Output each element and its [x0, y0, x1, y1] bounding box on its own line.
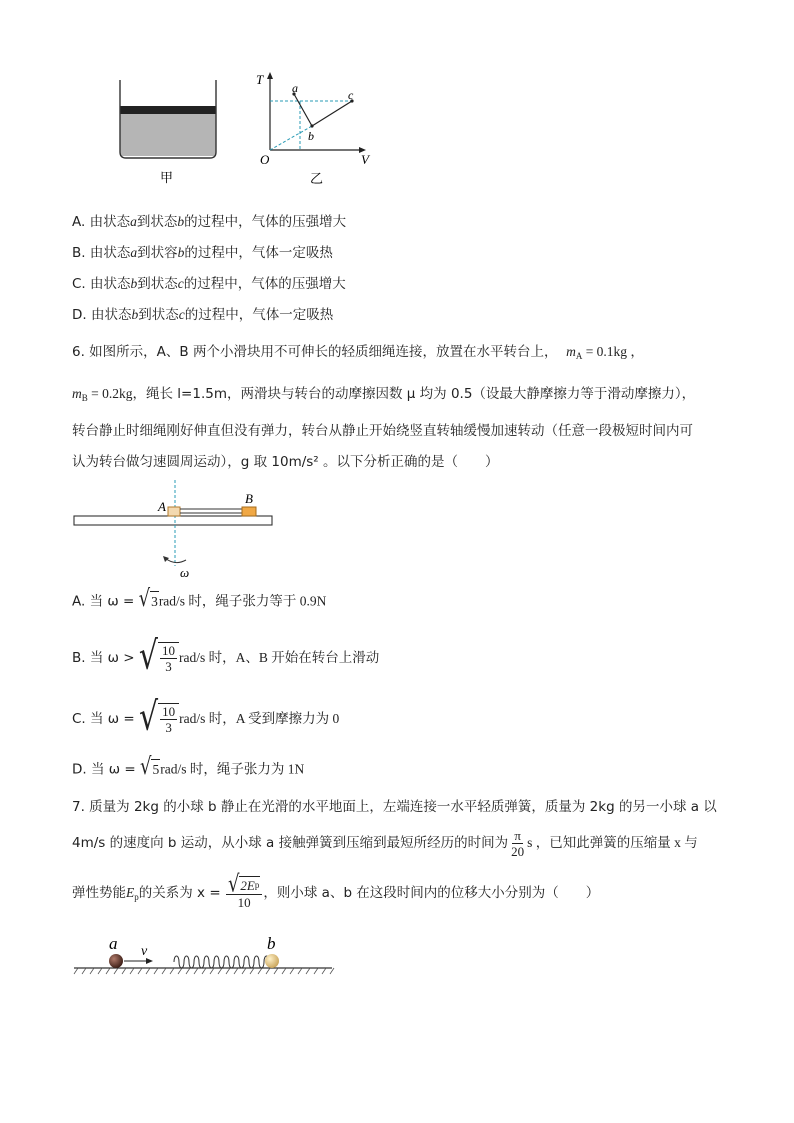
label-v: V [361, 152, 369, 167]
label-o: O [260, 152, 270, 167]
segment-b-c [312, 101, 352, 126]
q6-stem-line2: $m_B = 0.2kg$，绳长 l=1.5m，两滑块与转台的动摩擦因数 μ 均为 0.5（设最大静摩擦力等于滑动摩擦力）， [72, 386, 696, 403]
q6-option-a: A. 当 ω = √ 3 rad/s 时，绳子张力等于 0.9N [72, 585, 327, 613]
q6-stem-line4: 认为转台做匀速圆周运动），g 取 10m/s² 。以下分析正确的是（ ） [72, 454, 499, 470]
q6-stem-line3: 转台静止时细绳刚好伸直但没有弹力，转台从静止开始绕竖直转轴缓慢加速转动（任意一段极短时间内可 [72, 423, 693, 439]
dashed-origin-to-b [270, 126, 312, 150]
segment-a-b [294, 94, 312, 126]
ball-b [265, 954, 279, 968]
figure-yi-tv-graph [250, 68, 380, 190]
ball-a [109, 954, 123, 968]
q7-stem-line2: 4m/s 的速度向 b 运动，从小球 a 接触弹簧到压缩到最短所经历的时间为 $\frac{\pi}{20}$ s ，已知此弹簧的压缩量 x 与 [72, 827, 698, 859]
label-b: b [267, 934, 276, 953]
label-c: c [348, 88, 354, 102]
q5-option-b: B. 由状态a到状容b的过程中，气体一定吸热 [72, 245, 333, 261]
caption-jia: 甲 [160, 170, 174, 185]
q6-option-b: B. 当 ω > √ $\frac{10}{3}$ rad/s 时，A、B 开始在转台上滑动 [72, 633, 380, 679]
spring-coil [174, 956, 274, 968]
gas-region [120, 112, 216, 156]
turntable-disk [74, 516, 272, 525]
q6-option-d: D. 当 ω = √ 5 rad/s 时，绳子张力为 1N [72, 753, 305, 781]
q5-option-c: C. 由状态b到状态c的过程中，气体的压强增大 [72, 276, 346, 292]
label-t: T [256, 72, 264, 87]
rotation-arrow-head [163, 556, 169, 562]
figure-jia-container [112, 76, 224, 188]
figure-turntable [70, 474, 280, 582]
q5-option-d: D. 由状态b到状态c的过程中，气体一定吸热 [72, 307, 334, 323]
label-v: v [141, 944, 148, 959]
piston [120, 106, 216, 114]
q7-stem-line3: 弹性势能$E_p$的关系为 x = √ 2E p 10 ，则小球 a、b 在这段时间内的位移大小分别为（ ） [72, 870, 600, 911]
caption-yi: 乙 [310, 171, 324, 186]
ground-hatching [74, 968, 334, 974]
t-axis-arrow [267, 72, 273, 79]
q5-option-a: A. 由状态a到状态b的过程中，气体的压强增大 [72, 214, 347, 230]
block-a [168, 507, 180, 516]
label-a: A [158, 499, 166, 514]
point-b [310, 124, 313, 127]
label-a: a [109, 934, 118, 953]
figure-spring-balls [72, 932, 336, 980]
q6-stem-line1: 6. 如图所示，A、B 两个小滑块用不可伸长的轻质细绳连接，放置在水平转台上， $m_A = 0.1kg$ ， [72, 344, 644, 361]
label-b: B [245, 491, 253, 506]
label-omega: ω [180, 565, 190, 580]
label-b: b [308, 129, 314, 143]
q7-stem-line1: 7. 质量为 2kg 的小球 b 静止在光滑的水平地面上，左端连接一水平轻质弹簧，质量为 2kg 的另一小球 a 以 [72, 799, 717, 815]
q6-option-c: C. 当 ω = √ $\frac{10}{3}$ rad/s 时，A 受到摩擦力为 0 [72, 694, 340, 740]
label-a: a [292, 81, 298, 95]
block-b [242, 507, 256, 516]
